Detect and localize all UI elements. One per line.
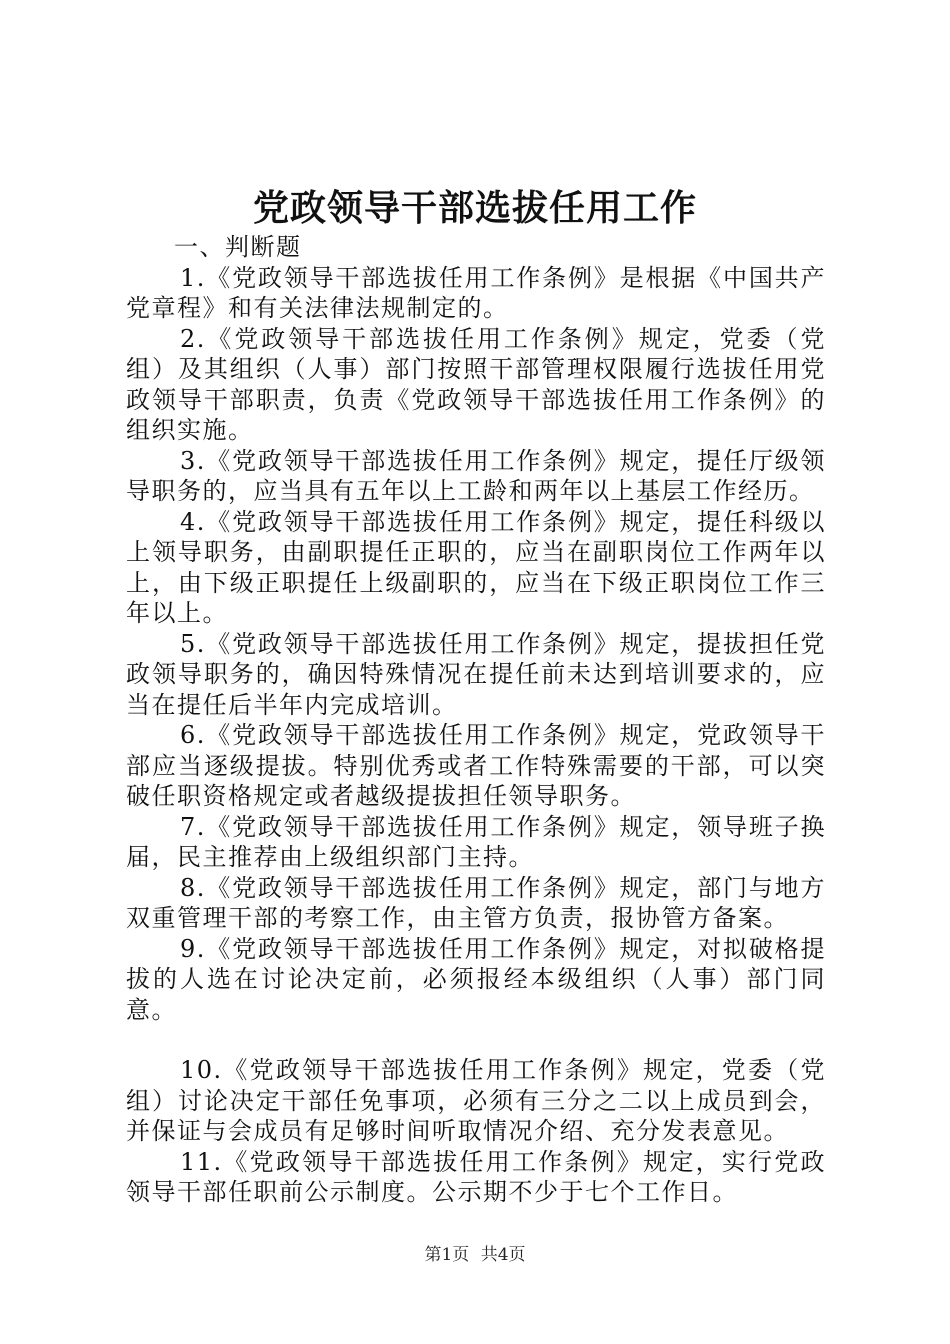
- page-number: 第1页: [424, 1245, 470, 1265]
- question-1: 1.《党政领导干部选拔任用工作条例》是根据《中国共产党章程》和有关法律法规制定的。: [126, 263, 826, 322]
- question-4: 4.《党政领导干部选拔任用工作条例》规定，提任科级以上领导职务，由副职提任正职的，应当在副职岗位工作两年以上，由下级正职提任上级副职的，应当在下级正职岗位工作三年以上。: [126, 507, 826, 627]
- question-9: 9.《党政领导干部选拔任用工作条例》规定，对拟破格提拔的人选在讨论决定前，必须报经本级组织（人事）部门同意。: [126, 934, 826, 1024]
- section-heading: 一、判断题: [174, 233, 302, 261]
- document-body: [126, 232, 826, 1208]
- question-8: 8.《党政领导干部选拔任用工作条例》规定，部门与地方双重管理干部的考察工作，由主管方负责，报协管方备案。: [126, 873, 826, 932]
- question-3: 3.《党政领导干部选拔任用工作条例》规定，提任厅级领导职务的，应当具有五年以上工龄和两年以上基层工作经历。: [126, 446, 826, 505]
- question-6: 6.《党政领导干部选拔任用工作条例》规定，党政领导干部应当逐级提拔。特别优秀或者工作特殊需要的干部，可以突破任职资格规定或者越级提拔担任领导职务。: [126, 721, 826, 810]
- page-total: 共4页: [480, 1245, 526, 1265]
- question-5: 5.《党政领导干部选拔任用工作条例》规定，提拔担任党政领导职务的，确因特殊情况在提任前未达到培训要求的，应当在提任后半年内完成培训。: [126, 629, 826, 719]
- question-11: 11.《党政领导干部选拔任用工作条例》规定，实行党政领导干部任职前公示制度。公示期不少于七个工作日。: [126, 1147, 826, 1206]
- document-title: 党政领导干部选拔任用工作: [252, 187, 697, 229]
- question-10: 10.《党政领导干部选拔任用工作条例》规定，党委（党组）讨论决定干部任免事项，必须有三分之二以上成员到会，并保证与会成员有足够时间听取情况介绍、充分发表意见。: [126, 1056, 826, 1145]
- page-footer: [0, 1244, 950, 1266]
- question-2: 2.《党政领导干部选拔任用工作条例》规定，党委（党组）及其组织（人事）部门按照干部管理权限履行选拔任用党政领导干部职责，负责《党政领导干部选拔任用工作条例》的组织实施。: [126, 324, 826, 444]
- question-7: 7.《党政领导干部选拔任用工作条例》规定，领导班子换届，民主推荐由上级组织部门主持。: [126, 812, 826, 871]
